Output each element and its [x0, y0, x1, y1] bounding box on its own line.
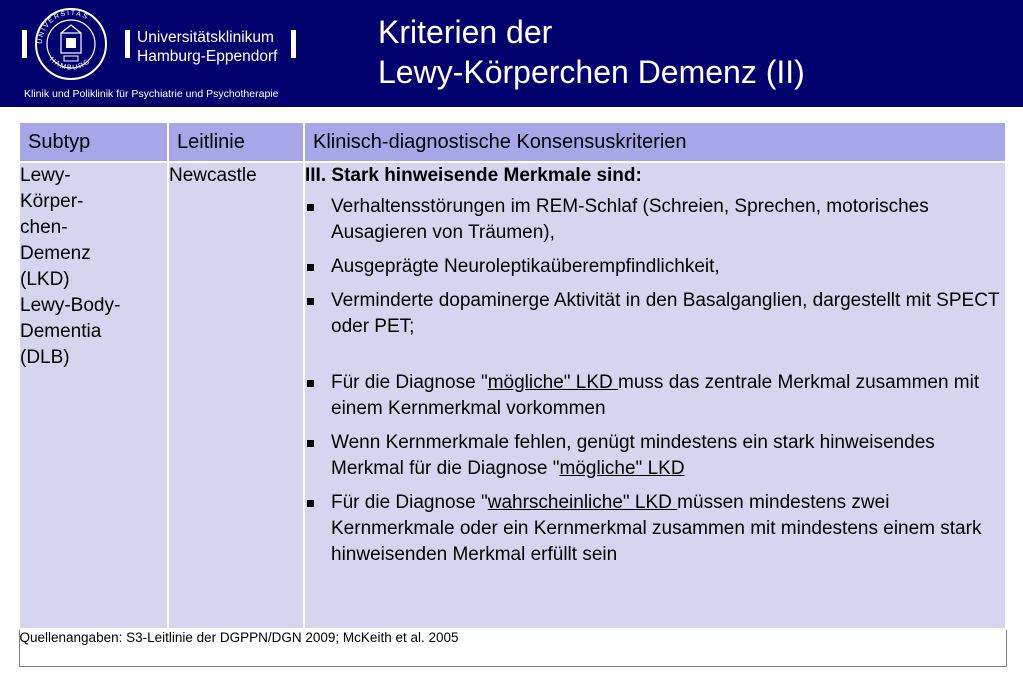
- logo-bar-right: [291, 30, 296, 58]
- university-seal-logo: [34, 7, 108, 81]
- bullet-text: Verhaltensstörungen im REM-Schlaf (Schreien, Sprechen, motorisches Ausagieren von Träumen),: [331, 196, 929, 243]
- cell-leitlinie: [168, 162, 304, 629]
- subtyp-line: Lewy-Body-: [20, 295, 121, 316]
- table-footer-row: [19, 629, 1006, 667]
- header-banner: [0, 0, 1023, 107]
- bullet-square-icon: [307, 204, 314, 211]
- source-note: Quellenangaben: S3-Leitlinie der DGPPN/DGN 2009; McKeith et al. 2005: [19, 629, 1006, 667]
- university-name-line2: Hamburg-Eppendorf: [137, 48, 278, 65]
- subtyp-line: Körper-: [20, 191, 84, 212]
- underlined-term: mögliche" LKD: [559, 458, 685, 479]
- spacer: [305, 348, 1005, 370]
- list-item: [305, 430, 1005, 482]
- leitlinie-value: Newcastle: [169, 165, 257, 186]
- svg-text:UNIVERSITAS: UNIVERSITAS: [36, 9, 90, 45]
- criteria-table: [18, 121, 1007, 667]
- criteria-list: [305, 194, 1005, 340]
- subtyp-line: Lewy-: [20, 165, 71, 186]
- page-title-line1: Kriterien der: [378, 14, 553, 50]
- page-title-line2: Lewy-Körperchen Demenz (II): [378, 54, 805, 90]
- cell-subtyp: [19, 162, 168, 629]
- bullet-square-icon: [307, 440, 314, 447]
- list-item: [305, 254, 1005, 280]
- list-item: [305, 490, 1005, 568]
- subtyp-line: chen-: [20, 217, 68, 238]
- header-kriterien: Klinisch-diagnostische Konsensuskriterien: [304, 122, 1006, 162]
- bullet-text-pre: Wenn Kernmerkmale fehlen, genügt mindestens ein stark hinweisendes Merkmal für die Diagnose ": [331, 432, 935, 479]
- table-body-row: [19, 162, 1006, 629]
- bullet-text-post: müssen mindestens zwei Kernmerkmale oder ein Kernmerkmal zusammen mit mindestens einem stark hinweisenden Merkmal erfüllt sein: [331, 492, 982, 565]
- subtyp-line: (LKD): [20, 269, 70, 290]
- header-subtyp: Subtyp: [19, 122, 168, 162]
- underlined-term: mögliche" LKD: [487, 372, 619, 393]
- page-title: [378, 12, 805, 92]
- underlined-term: wahrscheinliche" LKD: [487, 492, 678, 513]
- bullet-square-icon: [307, 264, 314, 271]
- bullet-square-icon: [307, 380, 314, 387]
- bullet-text-pre: Für die Diagnose ": [331, 492, 488, 513]
- clinic-subtitle: Klinik und Poliklinik für Psychiatrie und Psychotherapie: [24, 88, 279, 100]
- university-name-line1: Universitätsklinikum: [137, 29, 274, 46]
- diagnosis-list: [305, 370, 1005, 568]
- bullet-square-icon: [307, 298, 314, 305]
- list-item: [305, 288, 1005, 340]
- bullet-text: Ausgeprägte Neuroleptikaüberempfindlichkeit,: [331, 256, 720, 277]
- bullet-text-post: muss das zentrale Merkmal zusammen mit einem Kernmerkmal vorkommen: [331, 372, 980, 419]
- bullet-text: Verminderte dopaminerge Aktivität in den Basalganglien, dargestellt mit SPECT oder PET;: [331, 290, 1000, 337]
- logo-bar-middle: [125, 30, 130, 58]
- bullet-square-icon: [307, 500, 314, 507]
- svg-text:HAMBURG: HAMBURG: [48, 56, 93, 72]
- criteria-heading: III. Stark hinweisende Merkmale sind:: [305, 165, 642, 186]
- cell-kriterien: [304, 162, 1006, 629]
- list-item: [305, 370, 1005, 422]
- list-item: [305, 194, 1005, 246]
- subtyp-line: Demenz: [20, 243, 91, 264]
- subtyp-line: (DLB): [20, 347, 70, 368]
- logo-bar-left: [22, 30, 27, 58]
- subtyp-line: Dementia: [20, 321, 102, 342]
- university-name: [137, 28, 277, 66]
- bullet-text-pre: Für die Diagnose ": [331, 372, 488, 393]
- table-header-row: [19, 122, 1006, 162]
- header-leitlinie: Leitlinie: [168, 122, 304, 162]
